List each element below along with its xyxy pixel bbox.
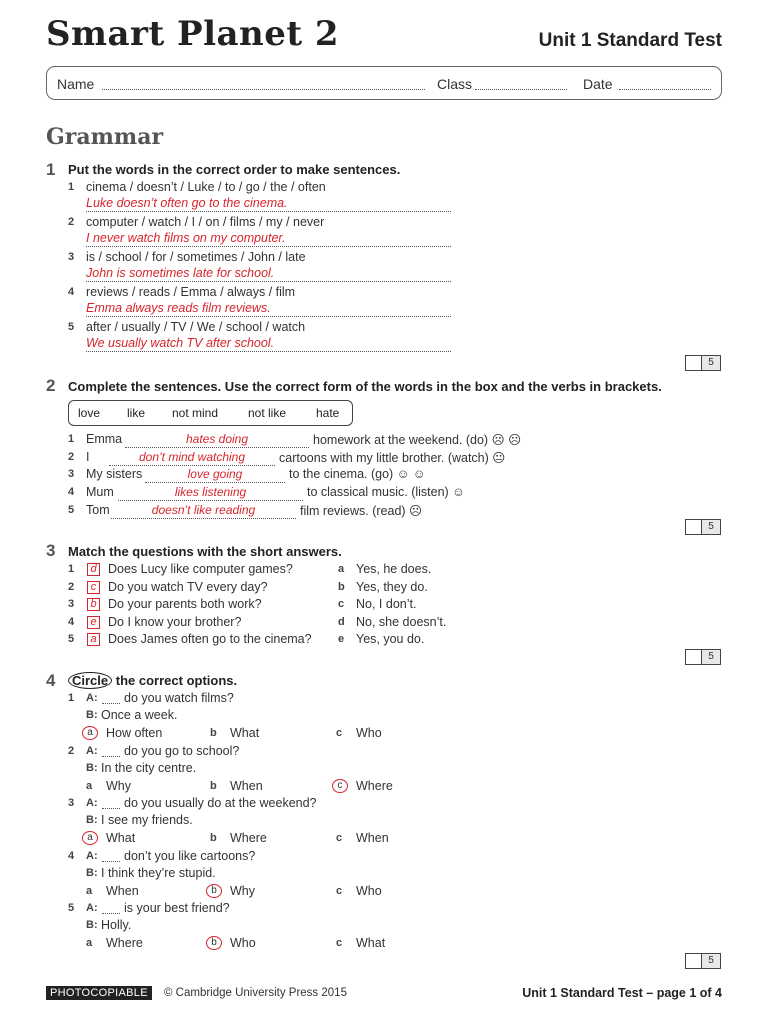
item-number: 3 [68,468,75,480]
item-number: 5 [68,633,75,645]
gap-answer[interactable]: likes listening [118,485,303,501]
sentence-end: homework at the weekend. (do) ☹ ☹ [313,433,522,447]
short-answer: No, I don’t. [356,597,417,611]
answer-text: Luke doesn’t often go to the cinema. [86,196,288,210]
exercise-number: 1 [46,160,56,179]
answer-text: John is sometimes late for school. [86,266,275,280]
question-text: don’t you like cartoons? [124,849,256,863]
answer-text: I never watch films on my computer. [86,231,286,245]
option-letter[interactable]: c [336,832,343,844]
score-total: 5 [701,954,720,968]
instruction-text: the correct options. [115,673,238,688]
option-text[interactable]: Who [356,884,382,898]
question-text: do you usually do at the weekend? [124,796,317,810]
section-title: Grammar [46,124,164,150]
question-text: Do I know your brother? [108,615,242,629]
question-text: Does Lucy like computer games? [108,562,293,576]
option-letter[interactable]: b [210,727,217,739]
option-letter[interactable]: c [336,937,343,949]
exercise-number: 4 [46,671,56,690]
speaker-a: A: [86,902,98,914]
reply-text: Once a week. [101,708,178,722]
box-word: like [127,406,146,420]
question-text: do you go to school? [124,744,240,758]
gap-answer[interactable]: hates doing [125,432,309,448]
answer-line[interactable] [86,231,451,247]
item-number: 4 [68,616,75,628]
option-letter[interactable]: c [336,885,343,897]
short-answer: Yes, you do. [356,632,425,646]
item-prompt: is / school / for / sometimes / John / late [86,250,306,264]
match-answer-box[interactable]: c [87,581,100,594]
match-answer-box[interactable]: a [87,633,100,646]
gap-answer[interactable]: doesn’t like reading [111,503,296,519]
short-answer: Yes, they do. [356,580,428,594]
match-answer-box[interactable]: e [87,616,100,629]
score-box[interactable] [685,649,721,665]
word-box [68,400,353,426]
item-prompt: reviews / reads / Emma / always / film [86,285,296,299]
answer-line[interactable] [86,266,451,282]
box-word: hate [316,406,340,420]
name-field[interactable] [102,89,425,90]
question-text: is your best friend? [124,901,230,915]
answer-blank[interactable] [102,703,120,704]
item-number: 4 [68,486,75,498]
item-number: 2 [68,581,75,593]
item-number: 5 [68,321,75,333]
answer-line[interactable] [86,336,451,352]
option-text[interactable]: Why [106,779,131,793]
speaker-b: B: [86,867,98,879]
sentence-start: Tom [86,503,110,517]
box-word: not mind [172,406,219,420]
box-word: love [78,406,101,420]
option-text[interactable]: When [106,884,139,898]
sentence-start: Emma [86,432,123,446]
reply-text: In the city centre. [101,761,197,775]
answer-blank[interactable] [102,861,120,862]
item-prompt: computer / watch / I / on / films / my / never [86,215,325,229]
option-letter[interactable]: a [86,885,93,897]
gap-answer[interactable]: don’t mind watching [109,450,275,466]
speaker-a: A: [86,797,98,809]
answer-letter: b [338,581,345,593]
exercise-instruction: Put the words in the correct order to make sentences. [68,162,401,177]
reply-text: Holly. [101,918,132,932]
student-info-box [46,66,722,100]
score-box[interactable] [685,519,721,535]
option-text[interactable]: What [356,936,386,950]
exercise-instruction: Complete the sentences. Use the correct form of the words in the box and the verbs in brackets. [68,379,662,394]
short-answer: Yes, he does. [356,562,432,576]
item-number: 1 [68,181,75,193]
answer-text: We usually watch TV after school. [86,336,275,350]
sentence-end: film reviews. (read) ☹ [300,504,423,518]
reply-text: I think they’re stupid. [101,866,216,880]
score-total: 5 [701,356,720,370]
answer-letter: e [338,633,345,645]
item-number: 4 [68,286,75,298]
sentence-start: My sisters [86,467,143,481]
sentence-start: I [86,450,90,464]
circle-word: Circle [68,672,112,689]
option-text[interactable]: When [230,779,263,793]
answer-text: Emma always reads film reviews. [86,301,271,315]
option-letter[interactable]: b [210,832,217,844]
class-field[interactable] [475,89,567,90]
exercise-number: 3 [46,541,56,560]
circled-option-letter[interactable]: a [82,726,98,740]
score-box[interactable] [685,355,721,371]
question-text: do you watch films? [124,691,234,705]
sentence-end: cartoons with my little brother. (watch) 😐 [279,451,506,465]
score-total: 5 [701,520,720,534]
option-letter[interactable]: b [210,780,217,792]
sentence-start: Mum [86,485,114,499]
date-label: Date [583,76,613,92]
circled-option-letter[interactable]: b [206,936,222,950]
item-prompt: cinema / doesn’t / Luke / to / go / the / often [86,180,326,194]
exercise-instruction [68,673,237,688]
reply-text: I see my friends. [101,813,193,827]
class-label: Class [437,76,473,92]
answer-blank[interactable] [102,913,120,914]
answer-letter: a [338,563,345,575]
date-field[interactable] [619,89,711,90]
answer-blank[interactable] [102,756,120,757]
option-text[interactable]: Where [230,831,267,845]
item-prompt: after / usually / TV / We / school / watch [86,320,306,334]
option-text[interactable]: What [230,726,260,740]
sentence-end: to classical music. (listen) ☺ [307,485,465,499]
circled-option-letter[interactable]: c [332,779,348,793]
item-number: 4 [68,850,75,862]
exercise-number: 2 [46,376,56,395]
option-text[interactable]: Who [230,936,256,950]
photocopiable-tag: PHOTOCOPIABLE [46,986,152,1000]
item-number: 3 [68,598,75,610]
item-number: 5 [68,504,75,516]
answer-letter: c [338,598,345,610]
item-number: 5 [68,902,75,914]
speaker-b: B: [86,762,98,774]
score-total: 5 [701,650,720,664]
sentence-end: to the cinema. (go) ☺ ☺ [289,467,426,481]
option-letter[interactable]: a [86,937,93,949]
match-answer-box[interactable]: d [87,563,100,576]
question-text: Does James often go to the cinema? [108,632,312,646]
option-text[interactable]: Where [106,936,143,950]
answer-line[interactable] [86,196,451,212]
item-number: 3 [68,797,75,809]
option-text[interactable]: Where [356,779,393,793]
question-text: Do you watch TV every day? [108,580,268,594]
answer-blank[interactable] [102,808,120,809]
item-number: 1 [68,433,75,445]
short-answer: No, she doesn’t. [356,615,447,629]
option-letter[interactable]: a [86,780,93,792]
speaker-b: B: [86,919,98,931]
gap-answer[interactable]: love going [145,467,285,483]
question-text: Do your parents both work? [108,597,262,611]
speaker-b: B: [86,709,98,721]
copyright: © Cambridge University Press 2015 [164,987,347,999]
option-text[interactable]: Why [230,884,255,898]
item-number: 1 [68,563,75,575]
speaker-b: B: [86,814,98,826]
option-text[interactable]: What [106,831,136,845]
option-letter[interactable]: c [336,727,343,739]
answer-letter: d [338,616,345,628]
speaker-a: A: [86,745,98,757]
page-indicator: Unit 1 Standard Test – page 1 of 4 [522,986,722,1000]
exercise-instruction: Match the questions with the short answers. [68,544,342,559]
item-number: 3 [68,251,75,263]
option-text[interactable]: How often [106,726,163,740]
name-label: Name [57,76,95,92]
speaker-a: A: [86,850,98,862]
option-text[interactable]: Who [356,726,382,740]
item-number: 1 [68,692,75,704]
box-word: not like [248,406,287,420]
speaker-a: A: [86,692,98,704]
answer-line[interactable] [86,301,451,317]
unit-title: Unit 1 Standard Test [538,30,722,51]
option-text[interactable]: When [356,831,389,845]
item-number: 2 [68,451,75,463]
item-number: 2 [68,745,75,757]
circled-option-letter[interactable]: a [82,831,98,845]
item-number: 2 [68,216,75,228]
match-answer-box[interactable]: b [87,598,100,611]
score-box[interactable] [685,953,721,969]
page-title: Smart Planet 2 [46,14,340,54]
circled-option-letter[interactable]: b [206,884,222,898]
